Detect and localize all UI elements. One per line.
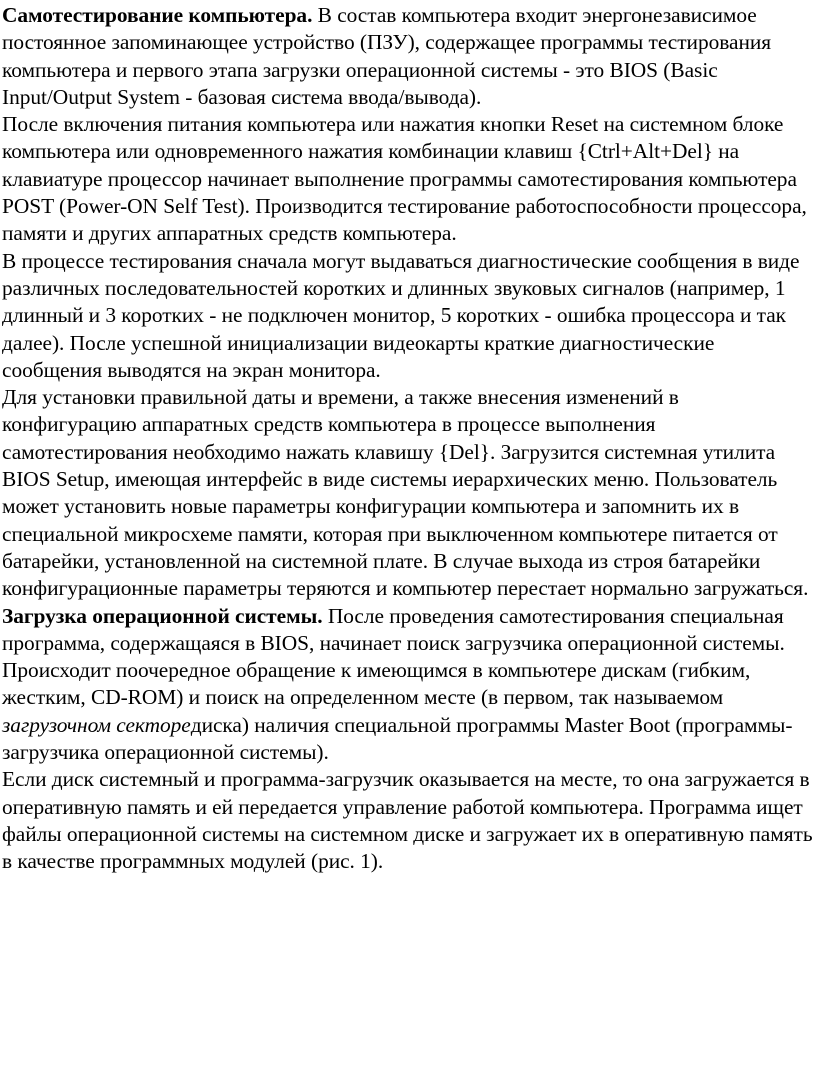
paragraph-loader-text: Если диск системный и программа-загрузчик оказывается на месте, то она загружается в оперативную память и ей передается управление работой компьютера. Программа ищет файлы операционной системы на системном диске и загружает их в оперативную память в качестве программных модулей (рис. 1). [2,767,813,874]
paragraph-loader [2,766,816,875]
paragraph-bios-setup-text: Для установки правильной даты и времени, а также внесения изменений в конфигурацию аппаратных средств компьютера в процессе выполнения самотестирования необходимо нажать клавишу {Del}. Загрузится системная утилита BIOS Setup, имеющая интерфейс в виде системы иерархических меню. Пользователь может установить новые параметры конфигурации компьютера и запомнить их в специальной микросхеме памяти, которая при выключенном компьютере питается от батарейки, установленной на системной плате. В случае выхода из строя батарейки конфигурационные параметры теряются и компьютер перестает нормально загружаться. [2,385,809,601]
paragraph-diagnostics [2,248,816,384]
heading-os-boot: Загрузка операционной системы. [2,603,323,628]
paragraph-post [2,111,816,247]
paragraph-os-boot-text-after: диска) наличия специальной программы Master Boot (программы-загрузчика операционной системы). [2,712,793,765]
paragraph-diagnostics-text: В процессе тестирования сначала могут выдаваться диагностические сообщения в виде различных последовательностей коротких и длинных звуковых сигналов (например, 1 длинный и 3 коротких - не подключен монитор, 5 коротких - ошибка процессора и так далее). После успешной инициализации видеокарты краткие диагностические сообщения выводятся на экран монитора. [2,248,800,382]
heading-self-test: Самотестирование компьютера. [2,3,313,27]
paragraph-self-test-text: В состав компьютера входит энергонезависимое постоянное запоминающее устройство (ПЗУ), содержащее программы тестирования компьютера и первого этапа загрузки операционной системы - это BIOS (Basic Input/Output System - базовая система ввода/вывода). [2,3,772,109]
paragraph-os-boot [2,603,816,767]
paragraph-self-test [2,2,816,111]
paragraph-post-text: После включения питания компьютера или нажатия кнопки Reset на системном блоке компьютера или одновременного нажатия комбинации клавиш {Ctrl+Alt+Del} на клавиатуре процессор начинает выполнение программы самотестирования компьютера POST (Power-ON Self Test). Производится тестирование работоспособности процессора, памяти и других аппаратных средств компьютера. [2,112,807,246]
paragraph-os-boot-text-before: После проведения самотестирования специальная программа, содержащаяся в BIOS, начинает поиск загрузчика операционной системы. Происходит поочередное обращение к имеющимся в компьютере дискам (гибким, жестким, CD-ROM) и поиск на определенном месте (в первом, так называемом [2,603,785,710]
term-boot-sector: загрузочном секторе [2,712,191,737]
paragraph-bios-setup [2,384,816,602]
